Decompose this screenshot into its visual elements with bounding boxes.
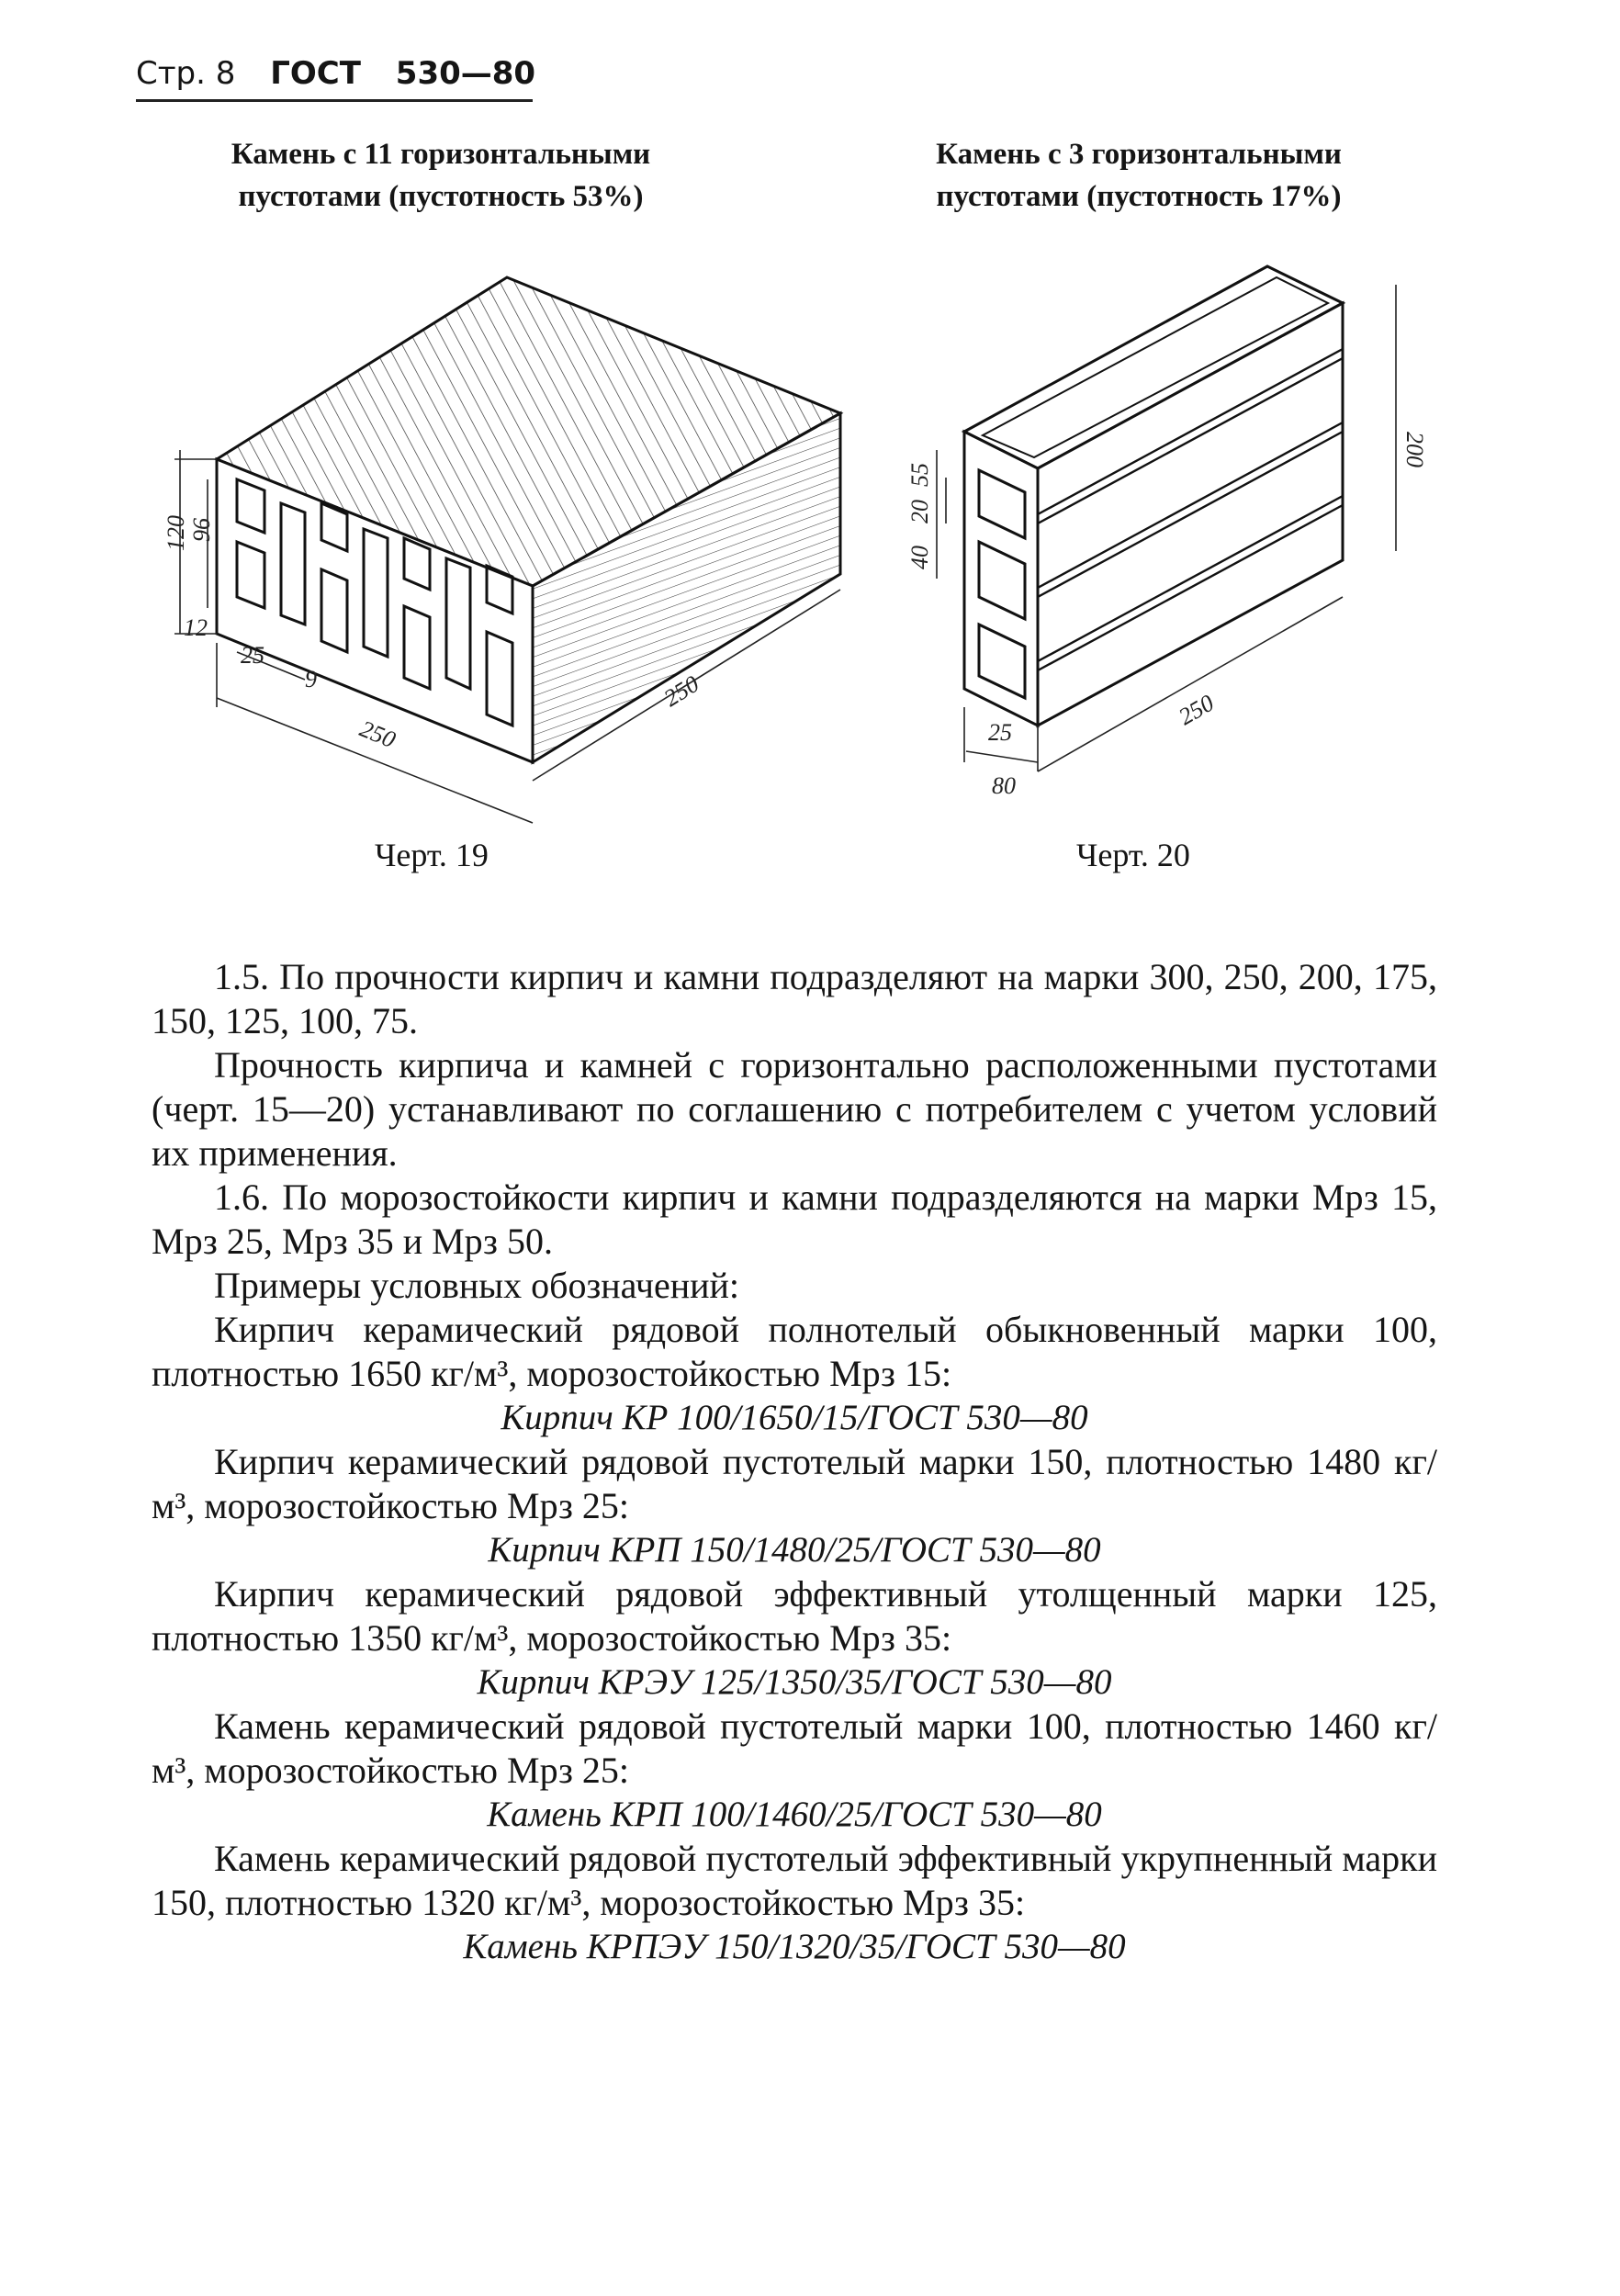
paragraph: Примеры условных обозначений: [214,1265,740,1306]
figure-20-label: Черт. 20 [1076,837,1190,873]
designation-example: Кирпич КРЭУ 125/1350/35/ГОСТ 530—80 [477,1662,1112,1702]
dim-20: 20 [906,500,933,523]
dim-12: 12 [184,614,208,641]
page-number: Стр. 8 [136,55,236,92]
figure-20-caption-line2: пустотами (пустотность 17%) [936,180,1342,213]
designation-example: Камень КРПЭУ 150/1320/35/ГОСТ 530—80 [463,1927,1126,1966]
page-header [136,55,536,102]
dim-200: 200 [1401,432,1428,467]
dim-120: 120 [163,515,189,551]
dim-25: 25 [241,642,264,669]
figure-19-caption-line1: Камень с 11 горизонтальными [231,138,651,171]
dim-55: 55 [906,463,933,487]
designation-example: Камень КРП 100/1460/25/ГОСТ 530—80 [487,1795,1102,1834]
paragraph: Кирпич керамический рядовой эффективный утолщенный марки 125, плотностью 1350 кг/м³, морозостойкостью Мрз 35: [152,1573,1437,1659]
paragraph: Камень керамический рядовой пустотелый марки 100, плотностью 1460 кг/м³, морозостойкостью Мрз 25: [152,1705,1437,1791]
figure-19-caption [184,133,698,218]
figure-19-label: Черт. 19 [375,837,489,873]
designation-example: Кирпич КР 100/1650/15/ГОСТ 530—80 [501,1398,1088,1437]
paragraph: 1.6. По морозостойкости кирпич и камни подразделяются на марки Мрз 15, Мрз 25, Мрз 35 и Мрз 50. [152,1176,1437,1262]
dim-250-front: 250 [355,715,399,754]
figure-19-caption-line2: пустотами (пустотность 53%) [238,180,644,213]
standard-name: ГОСТ [270,55,361,92]
figure-19-drawing [156,266,863,827]
dim-80: 80 [992,772,1016,799]
paragraph: Камень керамический рядовой пустотелый эффективный укрупненный марки 150, плотностью 1320 кг/м³, морозостойкостью Мрз 35: [152,1838,1437,1923]
paragraph: Кирпич керамический рядовой полнотелый обыкновенный марки 100, плотностью 1650 кг/м³, морозостойкостью Мрз 15: [152,1309,1437,1394]
designation-example: Кирпич КРП 150/1480/25/ГОСТ 530—80 [488,1530,1101,1570]
dim-25-end: 25 [988,719,1012,746]
dim-250-long: 250 [1174,689,1219,731]
dim-9: 9 [305,666,317,692]
dim-40: 40 [906,546,933,569]
paragraph: 1.5. По прочности кирпич и камни подразделяют на марки 300, 250, 200, 175, 150, 125, 100, 75. [152,956,1437,1041]
figure-20-drawing [900,248,1428,827]
standard-number: 530—80 [395,55,536,92]
paragraph: Кирпич керамический рядовой пустотелый марки 150, плотностью 1480 кг/м³, морозостойкостью Мрз 25: [152,1441,1437,1526]
figure-20-caption-line1: Камень с 3 горизонтальными [936,138,1342,171]
dim-96: 96 [188,518,215,542]
dim-250-side: 250 [658,670,704,713]
figure-20-caption [882,133,1396,218]
paragraph: Прочность кирпича и камней с горизонтально расположенными пустотами (черт. 15—20) устанавливают по соглашению с потребителем с учетом условий их применения. [152,1044,1437,1174]
body-text [152,955,1437,1969]
